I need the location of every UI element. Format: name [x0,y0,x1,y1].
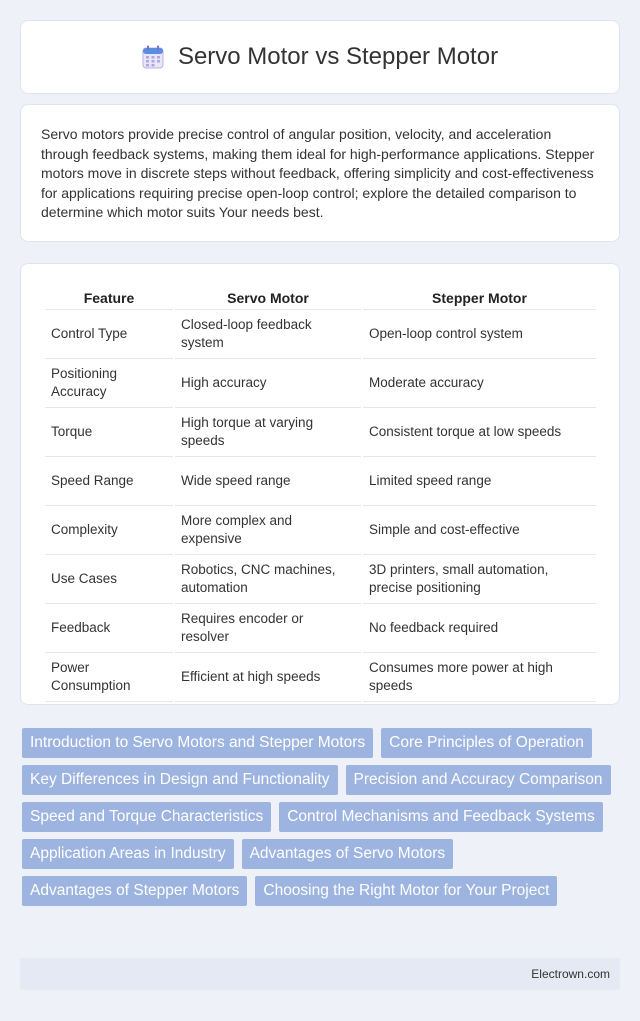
topic-tag-link[interactable]: Core Principles of Operation [381,728,592,758]
topic-tag-link[interactable]: Precision and Accuracy Comparison [346,765,611,795]
table-row [45,457,596,506]
intro-card [20,104,620,242]
column-header-servo: Servo Motor [175,284,361,310]
table-row [45,408,596,457]
servo-cell: Wide speed range [175,457,361,506]
topic-tag-link[interactable]: Choosing the Right Motor for Your Project [255,876,557,906]
topic-tag-link[interactable]: Introduction to Servo Motors and Stepper Motors [22,728,373,758]
servo-cell: Closed-loop feedback system [175,310,361,359]
feature-cell: Control Type [45,310,173,359]
table-row [45,555,596,604]
table-header-row [45,284,596,310]
feature-cell: Use Cases [45,555,173,604]
servo-cell: High torque at varying speeds [175,408,361,457]
footer-site-link[interactable]: Electrown.com [531,967,610,981]
table-row [45,506,596,555]
table-row [45,604,596,653]
feature-cell: Torque [45,408,173,457]
feature-cell: Power Consumption [45,653,173,702]
topic-tag-link[interactable]: Advantages of Servo Motors [242,839,454,869]
servo-cell: Efficient at high speeds [175,653,361,702]
column-header-stepper: Stepper Motor [363,284,596,310]
topic-tag-link[interactable]: Application Areas in Industry [22,839,234,869]
table-row [45,359,596,408]
column-header-feature: Feature [45,284,173,310]
topic-tag-link[interactable]: Key Differences in Design and Functionality [22,765,338,795]
servo-cell: High accuracy [175,359,361,408]
feature-cell: Positioning Accuracy [45,359,173,408]
intro-text: Servo motors provide precise control of angular position, velocity, and acceleration through feedback systems, making them ideal for high-performance applications. Stepper motors move in discrete steps without feedback, offering simplicity and cost-effectiveness for applications requiring precise open-loop control; explore the detailed comparison to determine which motor suits Your needs best. [41,126,595,221]
feature-cell: Feedback [45,604,173,653]
footer [20,958,620,990]
stepper-cell: Open-loop control system [363,310,596,359]
comparison-table [43,284,598,702]
topic-tag-link[interactable]: Speed and Torque Characteristics [22,802,271,832]
header-card [20,20,620,94]
table-row [45,310,596,359]
stepper-cell: 3D printers, small automation, precise positioning [363,555,596,604]
servo-cell: Requires encoder or resolver [175,604,361,653]
stepper-cell: Consistent torque at low speeds [363,408,596,457]
servo-cell: More complex and expensive [175,506,361,555]
feature-cell: Speed Range [45,457,173,506]
stepper-cell: Simple and cost-effective [363,506,596,555]
stepper-cell: Limited speed range [363,457,596,506]
page-title: Servo Motor vs Stepper Motor [177,43,499,70]
stepper-cell: No feedback required [363,604,596,653]
stepper-cell: Moderate accuracy [363,359,596,408]
feature-cell: Complexity [45,506,173,555]
table-row [45,653,596,702]
stepper-cell: Consumes more power at high speeds [363,653,596,702]
servo-cell: Robotics, CNC machines, automation [175,555,361,604]
topic-tags [22,728,622,913]
calendar-icon [142,45,164,69]
comparison-table-card [20,263,620,705]
topic-tag-link[interactable]: Advantages of Stepper Motors [22,876,247,906]
topic-tag-link[interactable]: Control Mechanisms and Feedback Systems [279,802,603,832]
